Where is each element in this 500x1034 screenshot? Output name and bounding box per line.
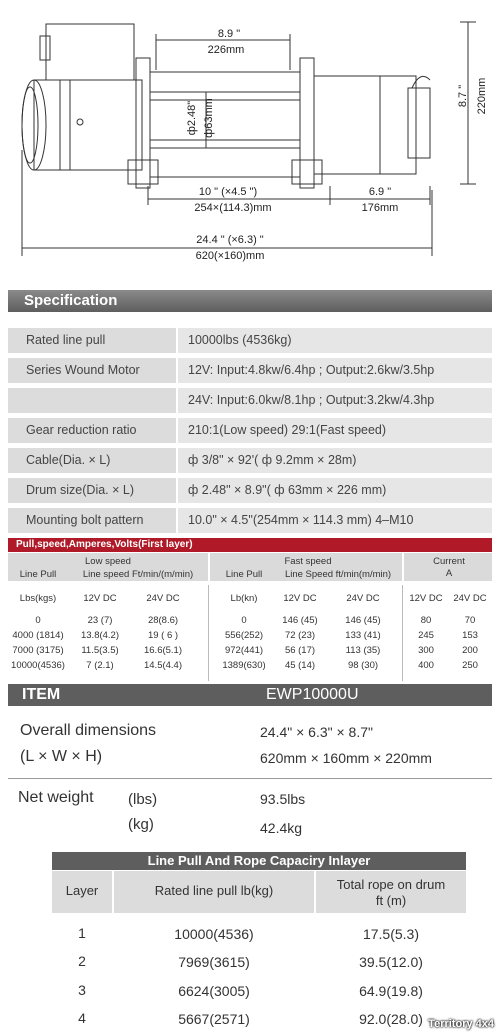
perf-cell: 45 (14)	[284, 660, 316, 671]
sub-header: 24V DC	[146, 593, 180, 604]
layer-header	[52, 871, 112, 913]
perf-cell: 146 (45)	[345, 615, 381, 626]
rope-cell: 92.0(28.0)	[359, 1011, 423, 1027]
spec-row-gear-ratio	[8, 418, 492, 443]
spec-label	[8, 388, 178, 413]
net-weight-label: Net weight	[18, 789, 94, 806]
perf-cell: 250	[462, 660, 478, 671]
spec-value: 12V: Input:4.8kw/6.4hp ; Output:2.6kw/3.5hp	[178, 358, 492, 383]
spec-row-mounting-bolt	[8, 508, 492, 533]
low-speed-header: Low speed	[85, 556, 131, 567]
perf-cell: 133 (41)	[345, 630, 381, 641]
rope-cell: 17.5(5.3)	[362, 926, 420, 942]
rope-cell: 64.9(19.8)	[359, 983, 423, 999]
dimensions-mm: 620mm × 160mm × 220mm	[260, 750, 432, 766]
current-header: Current	[433, 556, 465, 567]
layer-cell: 1	[78, 925, 86, 941]
rated-pull-cell: 7969(3615)	[178, 954, 250, 970]
perf-cell: 11.5(3.5)	[81, 645, 119, 656]
perf-cell: 400	[418, 660, 434, 671]
perf-cell: 556(252)	[224, 630, 264, 641]
separator	[8, 778, 492, 779]
spec-row-motor-24v	[8, 388, 492, 413]
dim-mount-mm: 254×(114.3)mm	[194, 202, 272, 214]
perf-cell: 23 (7)	[87, 615, 113, 626]
perf-cell: 72 (23)	[284, 630, 316, 641]
performance-table-title: Pull,speed,Amperes,Volts(First layer)	[8, 538, 492, 552]
sub-header: 12V DC	[409, 593, 443, 604]
rated-pull-cell: 10000(4536)	[174, 926, 254, 942]
dim-total-inch: 24.4 " (×6.3) "	[196, 234, 264, 246]
perf-cell: 0	[241, 615, 247, 626]
line-pull-header-fast: Line Pull	[225, 569, 263, 580]
perf-cell: 19 ( 6 )	[147, 630, 179, 641]
current-unit: A	[445, 568, 453, 579]
winch-technical-drawing	[0, 0, 500, 275]
perf-cell: 16.6(5.1)	[143, 645, 183, 656]
perf-cell: 13.8(4.2)	[80, 630, 120, 641]
layer-header-text: Layer	[65, 883, 99, 898]
layer-cell: 3	[78, 982, 86, 998]
perf-cell: 245	[418, 630, 434, 641]
perf-cell: 146 (45)	[282, 615, 318, 626]
fast-speed-header: Fast speed	[284, 556, 332, 567]
layer-cell: 4	[78, 1010, 86, 1026]
line-speed-header-fast: Line Speed ft/min(m/min)	[284, 569, 392, 580]
perf-cell: 28(8.6)	[147, 615, 179, 626]
spec-label: Drum size(Dia. × L)	[8, 478, 178, 503]
line-pull-header: Line Pull	[19, 569, 57, 580]
sub-header: 12V DC	[283, 593, 317, 604]
perf-cell: 200	[462, 645, 478, 656]
dim-right-inch: 6.9 "	[368, 186, 392, 198]
spec-row-motor-12v	[8, 358, 492, 383]
item-model: EWP10000U	[266, 686, 359, 703]
weight-unit-kg: (kg)	[128, 816, 154, 833]
perf-cell: 113 (35)	[345, 645, 381, 656]
spec-label: Mounting bolt pattern	[8, 508, 178, 533]
spec-label: Gear reduction ratio	[8, 418, 178, 443]
layer-cell: 2	[78, 953, 86, 969]
weight-kg: 42.4kg	[260, 820, 303, 836]
perf-cell: 80	[420, 615, 432, 626]
line-speed-header: Line speed Ft/min/(m/min)	[82, 569, 194, 580]
dim-right-mm: 176mm	[361, 202, 399, 214]
item-header-bar	[8, 684, 492, 706]
rated-pull-cell: 5667(2571)	[178, 1011, 250, 1027]
dim-drum-dia-inch: ф2.48"	[186, 100, 198, 136]
perf-cell: 300	[418, 645, 434, 656]
perf-cell: 98 (30)	[347, 660, 379, 671]
spec-label: Cable(Dia. × L)	[8, 448, 178, 473]
rope-header	[316, 871, 466, 913]
dimensions-label-lwh: (L × W × H)	[20, 748, 103, 765]
item-key: ITEM	[22, 686, 61, 703]
perf-cell: 153	[462, 630, 478, 641]
watermark: Territory 4x4	[428, 1018, 494, 1030]
dimensions-inch: 24.4" × 6.3" × 8.7"	[260, 724, 373, 740]
perf-cell: 7000 (3175)	[12, 645, 64, 656]
dim-height-mm: 220mm	[476, 77, 488, 115]
dim-mount-inch: 10 " (×4.5 ")	[198, 186, 258, 198]
perf-cell: 972(441)	[224, 645, 264, 656]
spec-label: Rated line pull	[8, 328, 178, 353]
perf-cell: 4000 (1814)	[12, 630, 64, 641]
dim-drum-dia-mm: ф63mm	[203, 98, 215, 138]
spec-value: 24V: Input:6.0kw/8.1hp ; Output:3.2kw/4.3hp	[178, 388, 492, 413]
perf-cell: 7 (2.1)	[86, 660, 114, 671]
spec-value: 10000lbs (4536kg)	[178, 328, 492, 353]
dimensions-label: Overall dimensions	[20, 722, 157, 739]
specification-header: Specification	[8, 290, 492, 312]
spec-value: 210:1(Low speed) 29:1(Fast speed)	[178, 418, 492, 443]
dim-height-inch: 8.7 "	[457, 84, 469, 108]
weight-lbs: 93.5lbs	[260, 791, 306, 807]
perf-cell: 56 (17)	[284, 645, 316, 656]
spec-label: Series Wound Motor	[8, 358, 178, 383]
dim-top-mm: 226mm	[207, 44, 245, 56]
sub-header: 24V DC	[346, 593, 380, 604]
perf-cell: 10000(4536)	[11, 660, 65, 671]
spec-row-drum-size	[8, 478, 492, 503]
perf-cell: 1389(630)	[222, 660, 266, 671]
spec-row-rated-pull	[8, 328, 492, 353]
line-pull-table-title: Line Pull And Rope Capaciry Inlayer	[52, 852, 466, 870]
dim-top-inch: 8.9 "	[217, 28, 241, 40]
sub-header: Lbs(kgs)	[19, 593, 57, 604]
rated-pull-cell: 6624(3005)	[178, 983, 250, 999]
perf-cell: 0	[35, 615, 41, 626]
sub-header: 24V DC	[453, 593, 487, 604]
perf-cell: 70	[464, 615, 476, 626]
rope-cell: 39.5(12.0)	[359, 954, 423, 970]
rope-header-text: Total rope on drum ft (m)	[336, 877, 446, 908]
weight-unit-lbs: (lbs)	[128, 791, 158, 808]
performance-table	[8, 553, 492, 683]
spec-value: 10.0" × 4.5"(254mm × 114.3 mm) 4–M10	[178, 508, 492, 533]
rated-pull-header	[114, 871, 314, 913]
rated-pull-header-text: Rated line pull lb(kg)	[154, 883, 274, 898]
dim-total-mm: 620(×160)mm	[195, 250, 265, 262]
sub-header: Lb(kn)	[230, 593, 258, 604]
spec-row-cable	[8, 448, 492, 473]
spec-value: ф 2.48" × 8.9"( ф 63mm × 226 mm)	[178, 478, 492, 503]
sub-header: 12V DC	[83, 593, 117, 604]
perf-cell: 14.5(4.4)	[143, 660, 183, 671]
spec-value: ф 3/8" × 92'( ф 9.2mm × 28m)	[178, 448, 492, 473]
